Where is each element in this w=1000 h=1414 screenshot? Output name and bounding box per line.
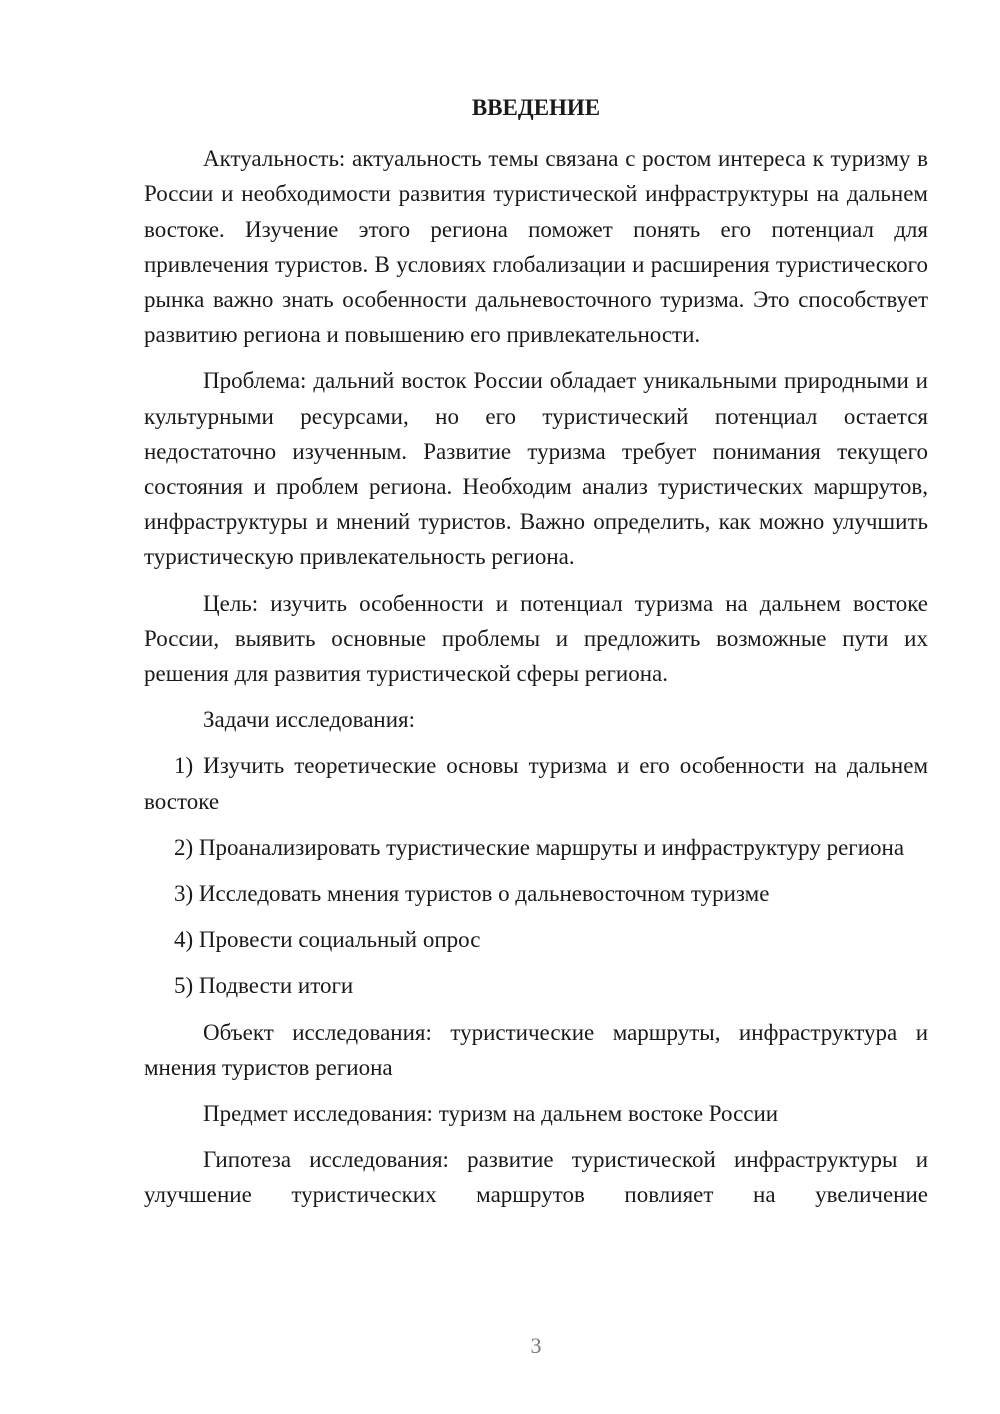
section-title: ВВЕДЕНИЕ [471, 95, 601, 120]
paragraph-object: Объект исследования: туристические маршруты, инфраструктура и мнения туристов региона [144, 1019, 928, 1080]
paragraph-relevance: Актуальность: актуальность темы связана с ростом интереса к туризму в России и необходимости развития туристической инфраструктуры на дальнем востоке. Изучение этого региона поможет понять его потенциал для привлечения туристов. В условиях глобализации и расширения туристического рынка важно знать особенности дальневосточного туризма. Это способствует развитию региона и повышению его привлекательности. [144, 146, 928, 348]
paragraph-problem: Проблема: дальний восток России обладает уникальными природными и культурными ресурсами, но его туристический потенциал остается недостаточно изученным. Развитие туризма требует понимания текущего состояния и проблем региона. Необходим анализ туристических маршрутов, инфраструктуры и мнений туристов. Важно определить, как можно улучшить туристическую привлекательность региона. [144, 368, 928, 570]
document-page [144, 90, 928, 1224]
paragraph-tasks-heading: Задачи исследования: [203, 707, 416, 733]
list-item: 2) Проанализировать туристические маршруты и инфраструктуру региона [174, 834, 905, 860]
list-item: 5) Подвести итоги [174, 973, 354, 999]
paragraph-subject: Предмет исследования: туризм на дальнем востоке России [203, 1101, 779, 1127]
list-item: 4) Провести социальный опрос [174, 927, 481, 953]
page-number: 3 [530, 1333, 542, 1358]
paragraph-hypothesis: Гипотеза исследования: развитие туристической инфраструктуры и улучшение туристических маршрутов повлияет на увеличение [144, 1147, 928, 1208]
paragraph-goal: Цель: изучить особенности и потенциал туризма на дальнем востоке России, выявить основные проблемы и предложить возможные пути их решения для развития туристической сферы региона. [144, 590, 928, 687]
list-item: 3) Исследовать мнения туристов о дальневосточном туризме [174, 881, 770, 907]
list-item: 1) Изучить теоретические основы туризма и его особенности на дальнем востоке [144, 753, 928, 814]
